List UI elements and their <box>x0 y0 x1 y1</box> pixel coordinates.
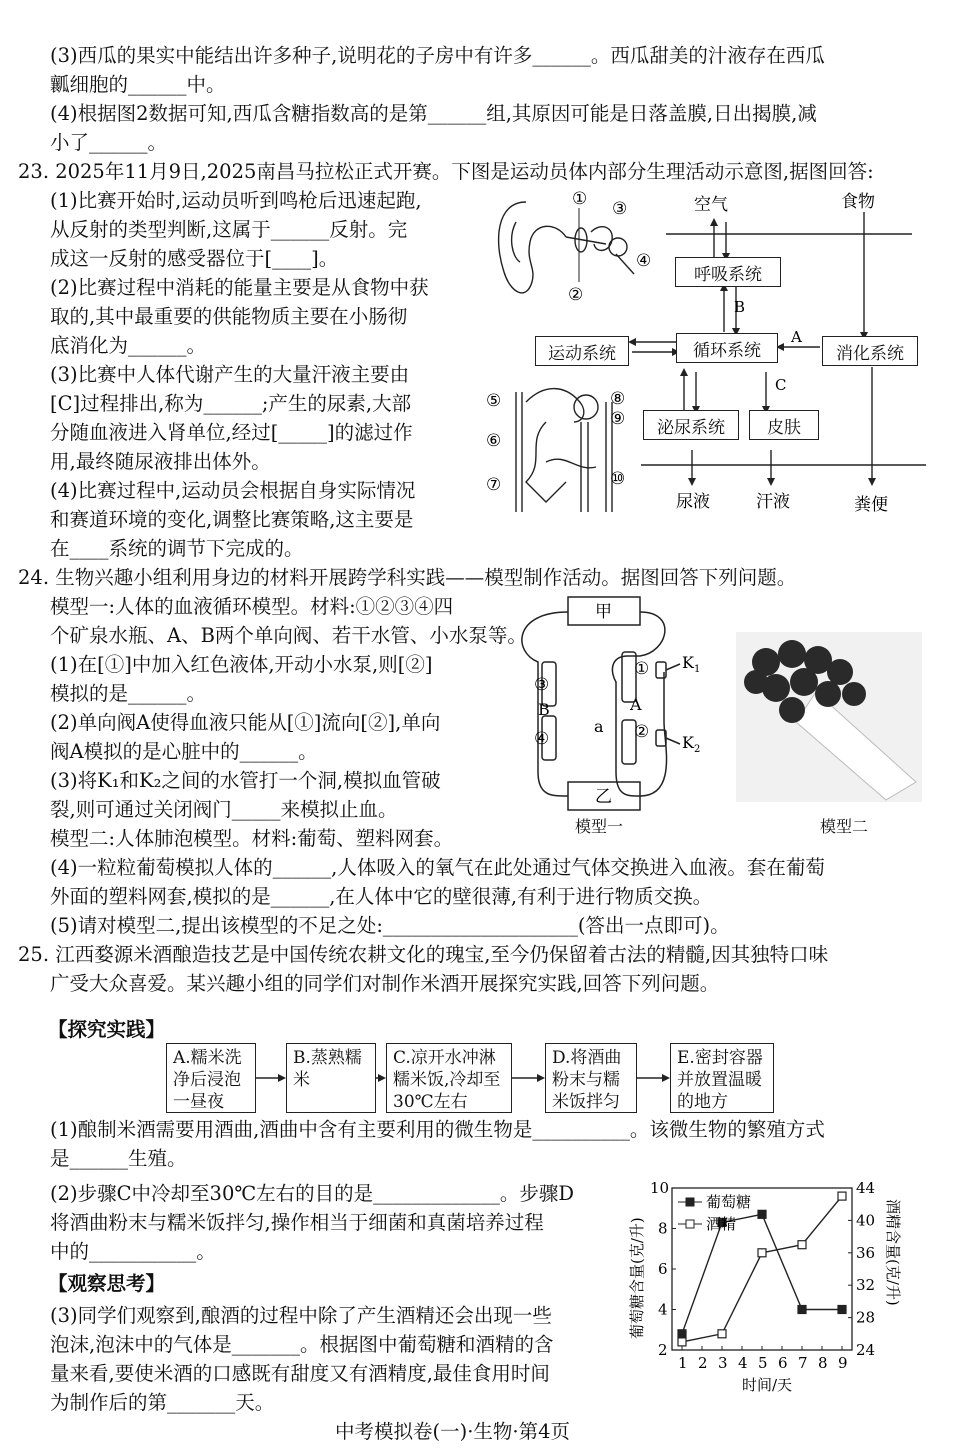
legend-label: 酒精 <box>706 1215 737 1233</box>
text-line: 模型一:人体的血液循环模型。材料:①②③④四 <box>50 595 454 618</box>
box-skin: 皮肤 <box>749 410 819 440</box>
text-line: (1)比赛开始时,运动员听到鸣枪后迅速起跑, <box>50 189 422 212</box>
text-line: 从反射的类型判断,这属于______反射。完 <box>50 218 408 241</box>
text-line: (2)单向阀A使得血液只能从[①]流向[②],单向 <box>50 711 441 734</box>
text-line: (3)西瓜的果实中能结出许多种子,说明花的子房中有许多______。西瓜甜美的汁液存在西瓜 <box>50 44 825 67</box>
box-motor: 运动系统 <box>535 336 629 366</box>
text-line: 24. 生物兴趣小组利用身边的材料开展跨学科实践——模型制作活动。据图回答下列问题。 <box>18 566 797 589</box>
text-line: 泡沫,泡沫中的气体是_______。根据图中葡萄糖和酒精的含 <box>50 1333 554 1356</box>
text-line: 裂,则可通过关闭阀门_____来模拟止血。 <box>50 798 398 821</box>
text-line: 底消化为______。 <box>50 334 207 357</box>
text-line: (3)将K₁和K₂之间的水管打一个洞,模拟血管破 <box>50 769 441 792</box>
arrow-label-B: B <box>734 298 746 316</box>
caption-model-1: 模型一 <box>575 817 624 836</box>
y2-tick-label: 36 <box>856 1243 876 1262</box>
label-K1: $K_1$ <box>682 653 701 675</box>
text-line: 取的,其中最重要的供能物质主要在小肠彻 <box>50 305 408 328</box>
page-footer: 中考模拟卷(一)·生物·第4页 <box>335 1420 571 1443</box>
text-line: 中的___________。 <box>50 1240 216 1263</box>
text-line: (4)根据图2数据可知,西瓜含糖指数高的是第______组,其原因可能是日落盖膜,日出揭膜,减 <box>50 102 817 125</box>
label-sweat: 汗液 <box>756 492 790 512</box>
label-n9: ⑨ <box>610 409 626 429</box>
x-tick-label: 9 <box>838 1354 848 1372</box>
step-arrowhead <box>278 1074 286 1082</box>
x-tick-label: 5 <box>758 1354 768 1372</box>
arrow-label-A: A <box>791 328 802 346</box>
text-line: 外面的塑料网套,模拟的是______,在人体中它的壁很薄,有利于进行物质交换。 <box>50 885 713 908</box>
label-n4: ④ <box>534 729 550 749</box>
box-respiratory: 呼吸系统 <box>675 257 781 287</box>
label-food: 食物 <box>841 192 875 212</box>
x-tick-label: 3 <box>718 1354 728 1372</box>
x-axis-label: 时间/天 <box>742 1376 793 1394</box>
x-tick-label: 4 <box>738 1354 748 1372</box>
x-tick-label: 8 <box>818 1354 828 1372</box>
y-tick-label: 8 <box>658 1219 668 1238</box>
label-feces: 粪便 <box>854 495 888 515</box>
caption-model-2: 模型二 <box>820 817 869 836</box>
legend-label: 葡萄糖 <box>706 1193 752 1211</box>
label-A: A <box>630 695 642 714</box>
y2-axis-label: 酒精含量(克/升) <box>884 1199 902 1306</box>
step-arrowhead <box>662 1074 670 1082</box>
text-line: (2)比赛过程中消耗的能量主要是从食物中获 <box>50 276 429 299</box>
text-line: 量来看,要使米酒的口感既有甜度又有酒精度,最佳食用时间 <box>50 1362 550 1385</box>
text-line: (2)步骤C中冷却至30℃左右的目的是_____________。步骤D <box>50 1182 575 1205</box>
box-urinary: 泌尿系统 <box>643 410 739 440</box>
step-box: A.糯米洗净后浸泡一昼夜 <box>166 1043 256 1113</box>
text-line: 分随血液进入肾单位,经过[_____]的滤过作 <box>50 421 413 444</box>
label-B: B <box>538 700 550 719</box>
y2-tick-label: 44 <box>856 1179 876 1197</box>
label-n1: ① <box>572 189 588 209</box>
text-line: (4)比赛过程中,运动员会根据自身实际情况 <box>50 479 416 502</box>
label-n2: ② <box>568 285 584 305</box>
y2-tick-label: 32 <box>856 1276 876 1295</box>
box-digestive: 消化系统 <box>822 336 918 366</box>
label-urine: 尿液 <box>676 492 710 512</box>
text-line: 用,最终随尿液排出体外。 <box>50 450 271 473</box>
y-tick-label: 2 <box>658 1341 668 1359</box>
step-box: D.将酒曲粉末与糯米饭拌匀 <box>545 1043 637 1113</box>
label-n10: ⑩ <box>610 469 626 489</box>
text-line: (3)比赛中人体代谢产生的大量汗液主要由 <box>50 363 410 386</box>
label-n2: ② <box>634 722 650 742</box>
x-tick-label: 1 <box>678 1354 688 1372</box>
label-jia: 甲 <box>595 602 612 622</box>
label-n7: ⑦ <box>486 475 502 495</box>
text-line: (1)酿制米酒需要用酒曲,酒曲中含有主要利用的微生物是__________。该微生物的繁殖方式 <box>50 1118 825 1141</box>
text-line: 小了______。 <box>50 131 168 154</box>
text-line: [C]过程排出,称为______;产生的尿素,大部 <box>50 392 412 415</box>
text-line: 阀A模拟的是心脏中的______。 <box>50 740 318 763</box>
text-line: 广受大众喜爱。某兴趣小组的同学们对制作米酒开展探究实践,回答下列问题。 <box>50 972 720 995</box>
label-n8: ⑧ <box>610 389 626 409</box>
y2-tick-label: 24 <box>856 1341 876 1359</box>
text-line: 个矿泉水瓶、A、B两个单向阀、若干水管、小水泵等。 <box>50 624 527 647</box>
y-tick-label: 10 <box>650 1179 670 1197</box>
y-tick-label: 6 <box>658 1260 668 1278</box>
x-tick-label: 7 <box>798 1354 808 1372</box>
y2-tick-label: 28 <box>856 1308 876 1327</box>
text-line: 在____系统的调节下完成的。 <box>50 537 304 560</box>
section-observe: 【观察思考】 <box>48 1272 166 1295</box>
text-line: 23. 2025年11月9日,2025南昌马拉松正式开赛。下图是运动员体内部分生理活动示意图,据图回答: <box>18 160 874 183</box>
label-n4: ④ <box>636 251 652 271</box>
y-tick-label: 4 <box>658 1300 668 1319</box>
text-line: (5)请对模型二,提出该模型的不足之处:____________________(答出一点即可)。 <box>50 914 730 937</box>
label-yi: 乙 <box>595 787 612 807</box>
text-line: 成这一反射的感受器位于[____]。 <box>50 247 339 270</box>
text-line: 为制作后的第_______天。 <box>50 1391 275 1414</box>
box-circulatory: 循环系统 <box>676 333 778 363</box>
y2-tick-label: 40 <box>856 1211 876 1230</box>
step-box: C.凉开水冲淋糯米饭,冷却至30℃左右 <box>386 1043 512 1113</box>
text-line: 25. 江西婺源米酒酿造技艺是中国传统农耕文化的瑰宝,至今仍保留着古法的精髓,因其独特口味 <box>18 943 829 966</box>
x-tick-label: 2 <box>698 1354 708 1372</box>
step-arrowhead <box>537 1074 545 1082</box>
step-arrowhead <box>378 1074 386 1082</box>
label-air: 空气 <box>694 195 728 215</box>
text-line: 模拟的是______。 <box>50 682 207 705</box>
text-line: 和赛道环境的变化,调整比赛策略,这主要是 <box>50 508 414 531</box>
label-n1: ① <box>634 659 650 679</box>
section-practice: 【探究实践】 <box>48 1018 166 1041</box>
label-n3: ③ <box>534 675 550 695</box>
label-a: a <box>594 717 604 736</box>
text-line: 瓤细胞的______中。 <box>50 73 226 96</box>
label-n5: ⑤ <box>486 391 502 411</box>
text-line: 是______生殖。 <box>50 1147 187 1170</box>
text-line: 模型二:人体肺泡模型。材料:葡萄、塑料网套。 <box>50 827 454 850</box>
arrow-label-C: C <box>775 376 787 394</box>
label-n6: ⑥ <box>486 431 502 451</box>
y-axis-label: 葡萄糖含量(克/升) <box>628 1217 646 1339</box>
step-box: B.蒸熟糯米 <box>286 1043 376 1113</box>
text-line: (1)在[①]中加入红色液体,开动小水泵,则[②] <box>50 653 433 676</box>
x-tick-label: 6 <box>778 1354 788 1372</box>
text-line: (4)一粒粒葡萄模拟人体的______,人体吸入的氧气在此处通过气体交换进入血液。套在葡萄 <box>50 856 825 879</box>
text-line: (3)同学们观察到,酿酒的过程中除了产生酒精还会出现一些 <box>50 1304 552 1327</box>
label-n3: ③ <box>612 199 628 219</box>
text-line: 将酒曲粉末与糯米饭拌匀,操作相当于细菌和真菌培养过程 <box>50 1211 544 1234</box>
label-K2: $K_2$ <box>682 733 701 755</box>
step-box: E.密封容器并放置温暖的地方 <box>670 1043 774 1113</box>
